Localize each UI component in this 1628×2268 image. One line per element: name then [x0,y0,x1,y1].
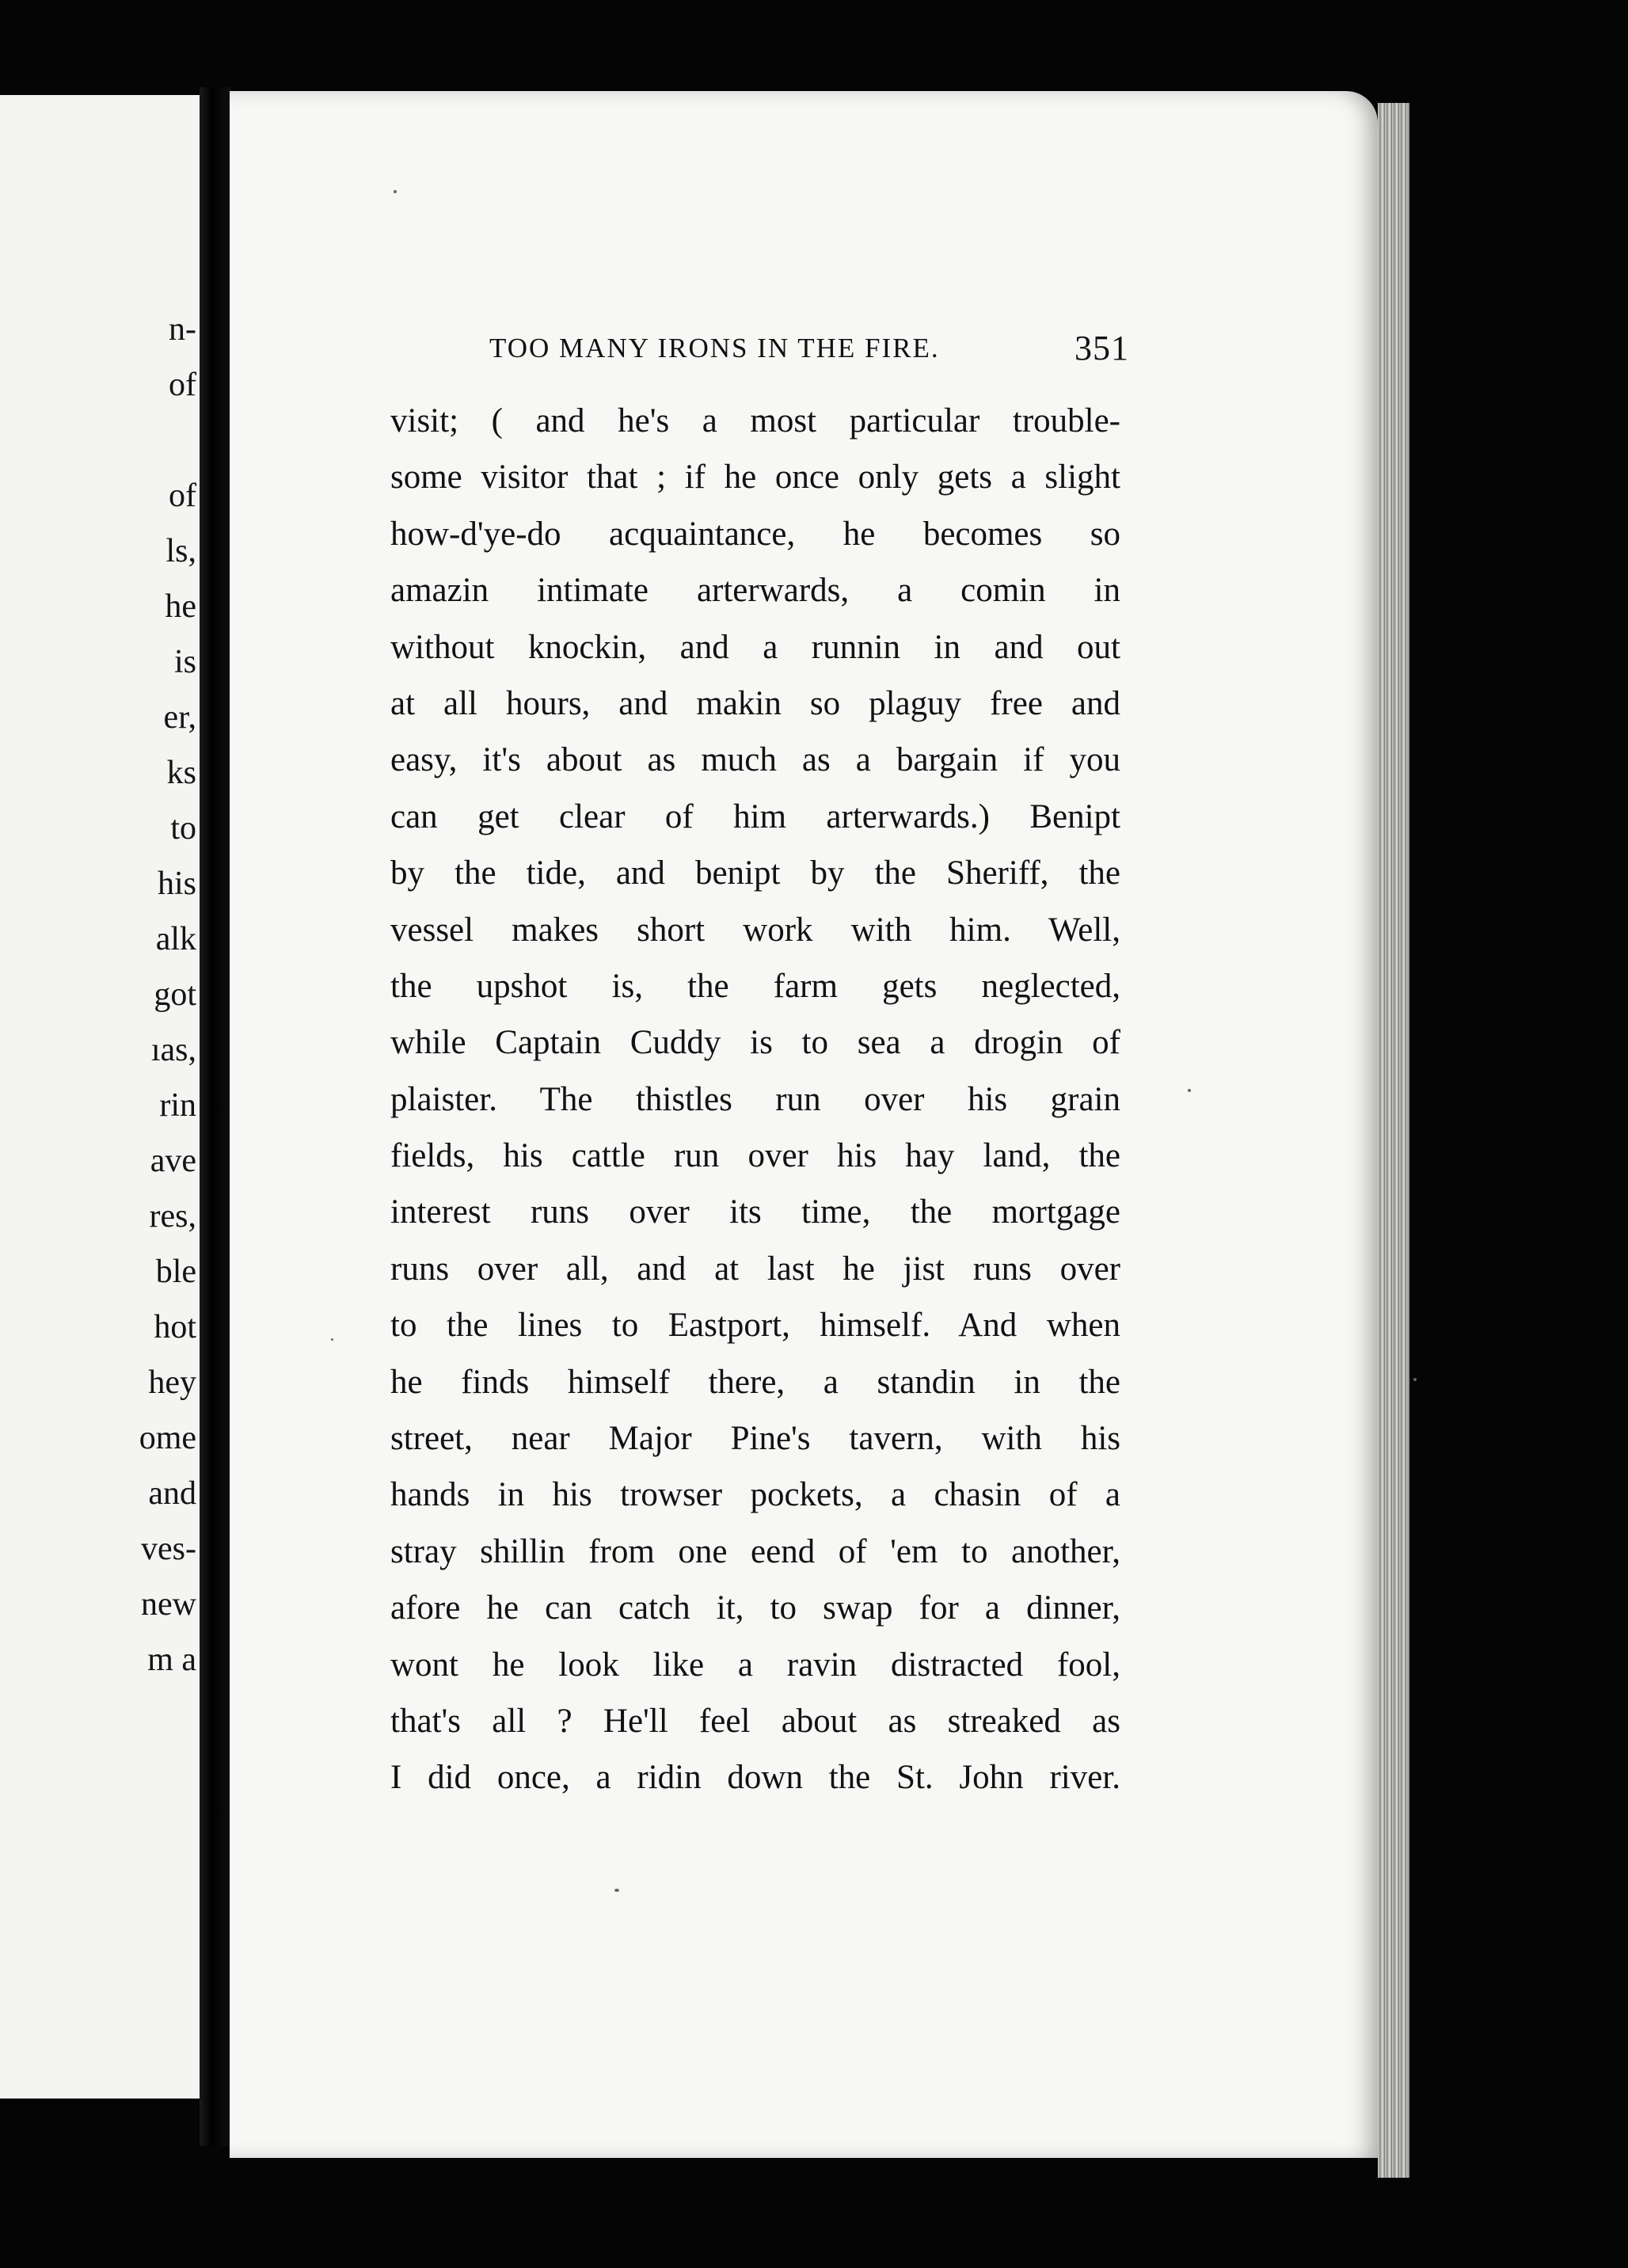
text-line: he finds himself there, a standin in the [390,1363,1120,1401]
left-page-text-fragment: new [141,1586,196,1623]
text-line: to the lines to Eastport, himself. And when [390,1307,1120,1345]
text-line: street, near Major Pine's tavern, with his [390,1420,1120,1458]
text-line: by the tide, and benipt by the Sheriff, the [390,854,1120,892]
scan-speck [331,1338,333,1341]
left-page-text-fragment: ome [139,1420,196,1456]
left-page-text-fragment: m a [147,1642,196,1678]
left-page-text-fragment: ave [150,1143,196,1179]
page-fore-edge [1378,103,1409,2178]
text-line: fields, his cattle run over his hay land, the [390,1137,1120,1175]
text-line: I did once, a ridin down the St. John river. [390,1759,1120,1797]
left-page-text-fragment: his [157,866,196,902]
text-line: at all hours, and makin so plaguy free and [390,684,1120,722]
text-line: while Captain Cuddy is to sea a drogin of [390,1024,1120,1062]
left-page-fragment [0,95,200,2099]
scan-speck [394,190,397,193]
left-page-text-fragment: of [169,367,196,403]
scan-speck [1413,1378,1417,1381]
left-page-text-fragment: ves- [141,1531,196,1567]
text-line: the upshot is, the farm gets neglected, [390,967,1120,1005]
text-line: afore he can catch it, to swap for a dinner, [390,1589,1120,1627]
left-page-text-fragment: of [169,478,196,514]
left-page-text-fragment: er, [163,699,196,736]
left-page-text-fragment: alk [155,921,196,957]
left-page-text-fragment: he [165,588,196,625]
body-text [390,393,1120,1806]
left-page-text-fragment: and [148,1475,196,1512]
text-line: runs over all, and at last he jist runs over [390,1250,1120,1288]
left-page-text-fragment: res, [149,1198,196,1235]
text-line: interest runs over its time, the mortgage [390,1193,1120,1231]
left-page-text-fragment: rin [159,1087,196,1124]
scan-speck [1188,1089,1191,1092]
text-line: vessel makes short work with him. Well, [390,911,1120,949]
text-line: hands in his trowser pockets, a chasin of a [390,1476,1120,1514]
book-spine-shadow [200,87,231,2146]
text-line: amazin intimate arterwards, a comin in [390,572,1120,610]
text-line: that's all ? He'll feel about as streaked as [390,1702,1120,1740]
page-number: 351 [1075,329,1129,367]
left-page-text-fragment: ls, [165,533,196,569]
text-line: easy, it's about as much as a bargain if you [390,741,1120,779]
scan-speck [614,1889,619,1892]
left-page-text-fragment: hey [148,1364,196,1401]
left-page-text-fragment: got [154,976,196,1013]
text-line: how-d'ye-do acquaintance, he becomes so [390,515,1120,553]
text-line: without knockin, and a runnin in and out [390,628,1120,666]
left-page-text-fragment: to [170,810,196,847]
left-page-text-fragment: ks [166,755,196,791]
running-head [489,329,1129,372]
running-head-title: TOO MANY IRONS IN THE FIRE. [489,333,940,363]
text-line: can get clear of him arterwards.) Benipt [390,797,1120,835]
text-line: visit; ( and he's a most particular trouble- [390,402,1120,440]
text-line: some visitor that ; if he once only gets a slight [390,459,1120,497]
left-page-text-fragment: ble [155,1254,196,1290]
left-page-text-fragment: ıas, [150,1032,196,1068]
left-page-text-fragment: hot [154,1309,196,1345]
left-page-text-fragment: is [173,644,196,680]
text-line: plaister. The thistles run over his grain [390,1080,1120,1118]
text-line: stray shillin from one eend of 'em to another, [390,1532,1120,1570]
text-line: wont he look like a ravin distracted fool, [390,1646,1120,1684]
left-page-text-fragment: n- [169,311,196,348]
